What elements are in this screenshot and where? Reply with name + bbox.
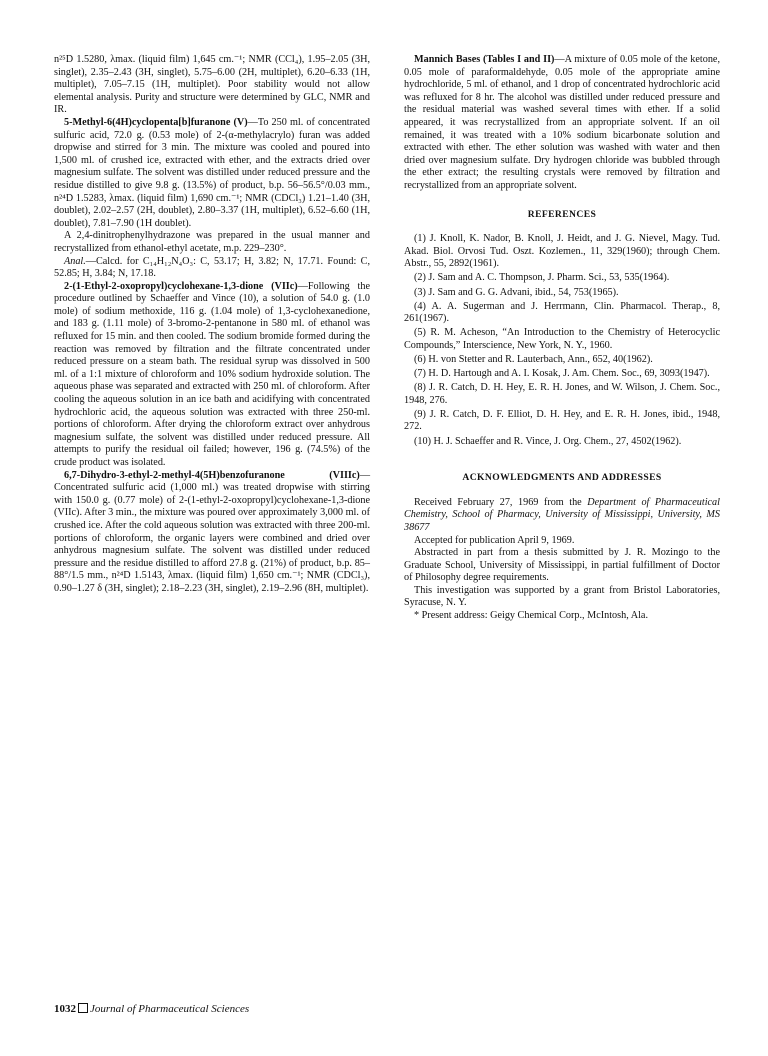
paragraph: n²⁵D 1.5280, λmax. (liquid film) 1,645 cm.⁻¹; NMR (CCl₄), 1.95–2.05 (3H, singlet), 2.35–2.43 (3H, singlet), 5.75–6.00 (2H, multiplet), 6.20–6.33 (1H, multiplet), 7.05–7.15 (1H, multiplet). Poor stability would not allow elemental analysis. Purity and structure were determined by GLC, NMR and IR. xyxy=(54,54,370,116)
reference-item: (3) J. Sam and G. G. Advani, ibid., 54, 753(1965). xyxy=(414,286,619,298)
paragraph xyxy=(54,470,370,596)
page-number: 1032 xyxy=(54,1003,76,1015)
paragraph-body: —Calcd. for C₁₄H₁₂N₄O₃: C, 53.17; H, 3.82; N, 17.71. Found: C, 52.85; H, 3.84; N, 17.18. xyxy=(54,255,370,280)
reference-item: (7) H. D. Hartough and A. I. Kosak, J. Am. Chem. Soc., 69, 3093(1947). xyxy=(414,368,710,380)
left-column xyxy=(54,54,370,596)
abstracted-line: Abstracted in part from a thesis submitted by J. R. Mozingo to the Graduate School, University of Mississippi, in partial fulfillment of Doctor of Philosophy degree requirements. xyxy=(404,547,720,584)
reference-item: (4) A. A. Sugerman and J. Herrmann, Clin. Pharmacol. Therap., 8, 261(1967). xyxy=(404,300,720,325)
paragraph: A 2,4-dinitrophenylhydrazone was prepared in the usual manner and recrystallized from ethanol-ethyl acetate, m.p. 229–230°. xyxy=(54,230,370,254)
paragraph-body: —To 250 ml. of concentrated sulfuric acid, 72.0 g. (0.53 mole) of 2-(α-methylacrylo) furan was added dropwise and stirred for 3 min. The mixture was cooled and poured into 1,500 ml. of crushed ice, extracted with ether, and the extracts dried over magnesium sulfate. The solvent was distilled under reduced pressure and the residue distilled to give 9.8 g. (13.5%) of product, b.p. 56–56.5°/0.03 mm., n²⁴D 1.5283, λmax. (liquid film) 1,690 cm.⁻¹; NMR (CDCl₃) 1.21–1.40 (3H, doublet), 2.02–2.57 (2H, doublet), 2.80–3.37 (1H, multiplet), 6.52–6.60 (1H, doublet), 7.81–7.90 (1H doublet). xyxy=(54,116,371,229)
reference-item: (6) H. von Stetter and R. Lauterbach, Ann., 652, 40(1962). xyxy=(414,353,653,365)
paragraph-body: —A mixture of 0.05 mole of the ketone, 0.05 mole of paraformaldehyde, 0.05 mole of the appropriate amine hydrochloride, 5 ml. of ethanol, and 1 drop of concentrated hydrochloric acid was refluxed for 8 hr. The alcohol was distilled under reduced pressure and the residual material was washed several times with ether. If a solid appeared, it was recrystallized from an appropriate solvent. If an oil remained, it was treated with a 10% sodium bicarbonate solution and extracted with ether. The ether solution was washed with water and then dried over magnesium sulfate. Dry hydrogen chloride was bubbled through the ether extract; the resulting crystals were removed by filtration and recrystallized from an appropriate solvent. xyxy=(404,54,720,191)
analysis-label: Anal. xyxy=(64,255,86,267)
section-heading-inline: Mannich Bases (Tables I and II) xyxy=(414,54,555,65)
acknowledgments-heading: ACKNOWLEDGMENTS AND ADDRESSES xyxy=(462,472,662,484)
support-line: This investigation was supported by a grant from Bristol Laboratories, Syracuse, N. Y. xyxy=(404,584,720,609)
square-bullet-icon xyxy=(78,1003,88,1013)
present-address-line: * Present address: Geigy Chemical Corp., McIntosh, Ala. xyxy=(414,610,648,622)
paragraph-body: —Following the procedure outlined by Schaeffer and Vince (10), a solution of 54.0 g. (1.0 mole) of sodium methoxide, 116 g. (1.04 mole) of 1,3-cyclohexanedione, and 183 g. (1.11 mole) of 3-bromo-2-pentanone in 580 ml. of ethanol was refluxed for 15 min. and then cooled. The sodium bromide formed during the reaction was removed by filtration and the filtrate concentrated under reduced pressure on a steam bath. The residual syrup was dissolved in 500 ml. of a 1:1 mixture of chloroform and 10% sodium hydroxide solution. The aqueous phase was separated and extracted with 250 ml. of chloroform. After cooling the aqueous solution in an ice bath and acidifying with concentrated hydrochloric acid, the aqueous solution was extracted with three 250-ml. portions of chloroform. After drying the chloroform extract over anhydrous magnesium sulfate, the solvent was distilled under reduced pressure. All attempts to purify the residual oil failed; however, 196 g. (74.5%) of the crude product was isolated. xyxy=(54,280,370,468)
paragraph xyxy=(54,117,370,230)
reference-item: (8) J. R. Catch, D. H. Hey, E. R. H. Jones, and W. Wilson, J. Chem. Soc., 1948, 276. xyxy=(404,382,720,406)
received-prefix: Received February 27, 1969 from the xyxy=(414,496,588,508)
reference-item: (1) J. Knoll, K. Nador, B. Knoll, J. Heidt, and J. G. Nievel, Magy. Tud. Akad. Biol. Orvosi Tud. Oszt. Kozlemen., 11, 329(1960); through Chem. Abstr., 55, 2892(1961). xyxy=(404,233,720,270)
reference-item: (2) J. Sam and A. C. Thompson, J. Pharm. Sci., 53, 535(1964). xyxy=(414,272,670,284)
paragraph-body: —Concentrated sulfuric acid (1,000 ml.) was treated dropwise with stirring with 150.0 g. (0.77 mole) of 2-(1-ethyl-2-oxopropyl)cyclohexane-1,3-dione (VIIc). After 3 min., the mixture was poured over approximately 3,000 ml. of crushed ice. After the cold aqueous solution was extracted with three 200-ml. portions of chloroform, the organic layers were combined and dried over anhydrous magnesium sulfate. The solvent was distilled under reduced pressure and the residue distilled to afford 27.8 g. (21%) of product, b.p. 85–88°/1.5 mm., n²⁴D 1.5143, λmax. (liquid film) 1,650 cm.⁻¹; NMR (CDCl₃), 0.90–1.27 δ (3H, singlet); 2.18–2.23 (3H, singlet), 2.19–2.96 (8H, multiplet). xyxy=(54,469,370,594)
compound-heading: 5-Methyl-6(4H)cyclopenta[b]furanone (V) xyxy=(64,116,248,128)
reference-list xyxy=(404,233,720,448)
page-footer xyxy=(54,1003,249,1015)
reference-item: (5) R. M. Acheson, “An Introduction to the Chemistry of Heterocyclic Compounds,” Interscience, New York, N. Y., 1960. xyxy=(404,327,720,351)
department-address: Department of Pharmaceutical Chemistry, School of Pharmacy, University of Mississippi, University, MS 38677 xyxy=(404,496,720,533)
reference-item: (9) J. R. Catch, D. F. Elliot, D. H. Hey, and E. R. H. Jones, ibid., 1948, 272. xyxy=(404,408,720,433)
received-line xyxy=(404,497,720,535)
compound-heading: 2-(1-Ethyl-2-oxopropyl)cyclohexane-1,3-dione (VIIc) xyxy=(64,280,298,292)
reference-item: (10) H. J. Schaeffer and R. Vince, J. Org. Chem., 27, 4502(1962). xyxy=(414,435,682,447)
paragraph xyxy=(54,256,370,281)
journal-name: Journal of Pharmaceutical Sciences xyxy=(90,1003,250,1015)
accepted-line: Accepted for publication April 9, 1969. xyxy=(414,534,575,546)
references-heading: REFERENCES xyxy=(527,208,597,220)
paragraph xyxy=(54,281,370,470)
paragraph xyxy=(404,54,720,193)
right-column xyxy=(404,54,720,623)
compound-heading: 6,7-Dihydro-3-ethyl-2-methyl-4(5H)benzofuranone (VIIIc) xyxy=(64,469,360,481)
